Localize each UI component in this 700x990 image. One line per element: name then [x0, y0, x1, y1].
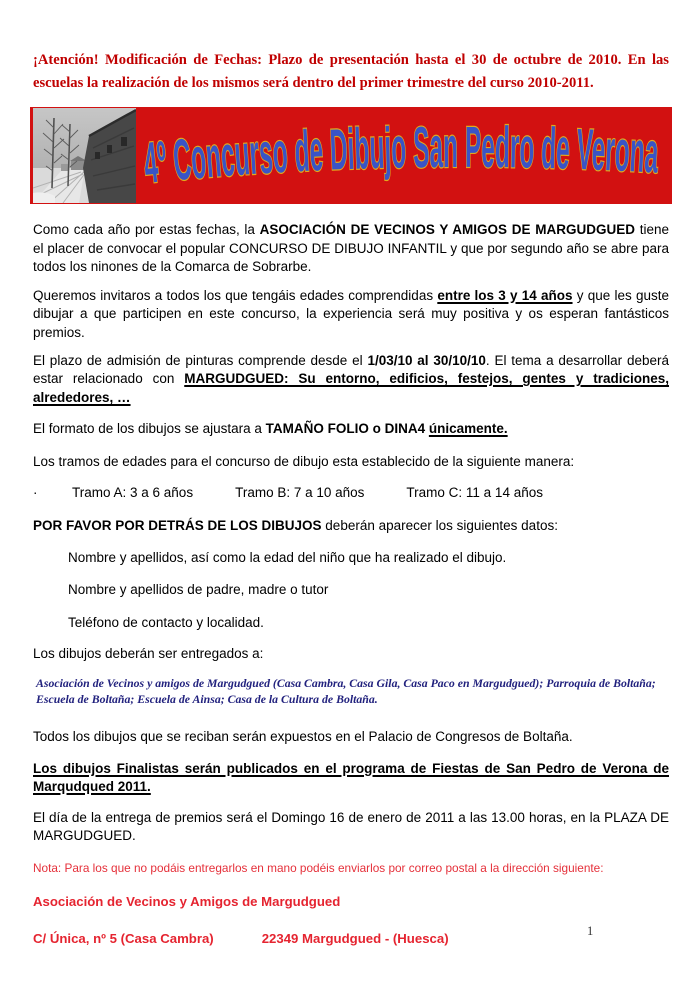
header-banner [30, 107, 679, 204]
delivery-locations: Asociación de Vecinos y amigos de Margudgued (Casa Cambra, Casa Gila, Casa Paco en Margudgued); Parroquia de Boltaña; Escuela de Boltaña; Escuela de Ainsa; Casa de la Cultura de Boltaña. [36, 676, 656, 706]
association-name: Asociación de Vecinos y Amigos de Margudgued [33, 893, 341, 909]
deadline-paragraph: El plazo de admisión de pinturas comprende desde el 1/03/10 al 30/10/10. El tema a desarrollar deberá estar relacionado con MARGUDGUED: Su entorno, edificios, festejos, gentes y tradiciones, alrededores, … [33, 352, 670, 405]
exhibition-paragraph: Todos los dibujos que se reciban serán expuestos en el Palacio de Congresos de Boltaña. [33, 729, 573, 745]
finalists-paragraph: Los dibujos Finalistas serán publicados en el programa de Fiestas de San Pedro de Verona de Marqudqued 2011. [33, 760, 669, 795]
contest-title-wordart [140, 107, 679, 204]
winter-street-photo [33, 108, 136, 203]
age-groups-line: · Tramo A: 3 a 6 años Tramo B: 7 a 10 años Tramo C: 11 a 14 años [33, 484, 543, 500]
page-number: 1 [587, 924, 594, 938]
postal-note: Nota: Para los que no podáis entregarlos en mano podéis enviarlos por correo postal a la dirección siguiente: [33, 861, 604, 876]
winter-street-photo-art [33, 108, 136, 203]
info-item-parents: Nombre y apellidos de padre, madre o tutor [68, 582, 329, 598]
warning-banner: ¡Atención! Modificación de Fechas: Plazo de presentación hasta el 30 de octubre de 2010. En las escuelas la realización de los mismos será dentro del primer trimestre del curso 2010-2011. [33, 52, 669, 91]
document-content [33, 0, 679, 949]
format-paragraph: El formato de los dibujos se ajustara a TAMAÑO FOLIO o DINA4 únicamente. [33, 421, 508, 437]
svg-text:4º Concurso de Dibujo San Pedr: 4º Concurso de Dibujo San Pedro de Verona [140, 114, 679, 196]
association-address: C/ Única, nº 5 (Casa Cambra) 22349 Margudgued - (Huesca) [33, 931, 449, 947]
delivery-intro: Los dibujos deberán ser entregados a: [33, 645, 264, 661]
info-item-phone: Teléfono de contacto y localidad. [68, 614, 264, 630]
intro-paragraph: Como cada año por estas fechas, la ASOCIACIÓN DE VECINOS Y AMIGOS DE MARGUDGUED tiene el placer de convocar el popular CONCURSO DE DIBUJO INFANTIL y que por segundo año se abre para todos los ninones de la Comarca de Sobrarbe. [33, 222, 669, 275]
info-item-name-age: Nombre y apellidos, así como la edad del niño que ha realizado el dibujo. [68, 549, 507, 565]
age-groups-intro: Los tramos de edades para el concurso de dibujo esta establecido de la siguiente manera: [33, 453, 575, 469]
awards-paragraph: El día de la entrega de premios será el Domingo 16 de enero de 2011 a las 13.00 horas, en la PLAZA DE MARGUDGUED. [33, 809, 669, 844]
reverse-info-heading: POR FAVOR POR DETRÁS DE LOS DIBUJOS deberán aparecer los siguientes datos: [33, 518, 558, 534]
invitation-paragraph: Queremos invitaros a todos los que tengáis edades comprendidas entre los 3 y 14 años y que les guste dibujar a que participen en este concurso, la experiencia será muy positiva y os esperan fantásticos premios. [33, 287, 670, 340]
